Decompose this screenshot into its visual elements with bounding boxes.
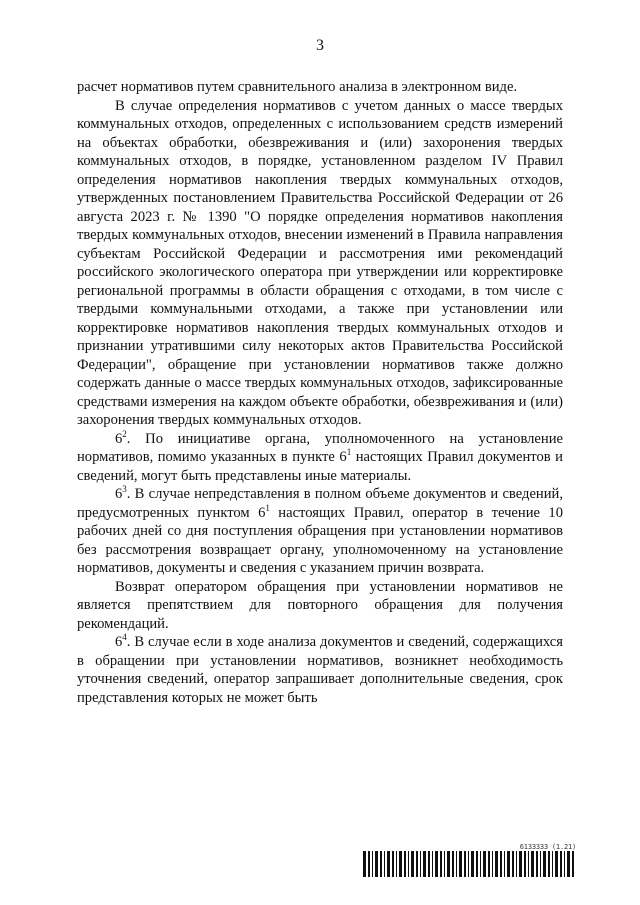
clause-superscript: 4 <box>122 632 127 643</box>
document-code: 6133333 (1.21) <box>519 843 576 851</box>
paragraph-6-3 <box>77 485 563 578</box>
paragraph-6-4 <box>77 633 563 707</box>
clause-number: 6 <box>115 430 123 447</box>
clause-text-after: настоящих Правил документов и сведений, могут быть представлены иные материалы. <box>77 449 563 484</box>
clause-text: . В случае непредставления в полном объеме документов и сведений, предусмотренных пунктом 6 <box>77 486 563 521</box>
clause-text: . По инициативе органа, уполномоченного на установление нормативов, помимо указанных в пункте 6 <box>77 430 563 465</box>
clause-superscript: 2 <box>122 428 127 439</box>
paragraph-mass-data: В случае определения нормативов с учетом данных о массе твердых коммунальных отходов, определенных с использованием средств измерений на объектах обработки, обезвреживания и (или) захоронения твердых коммунальных отходов, в порядке, установленном разделом IV Правил определения нормативов накопления твердых коммунальных отходов, утвержденных постановлением Правительства Российской Федерации от 26 августа 2023 г. № 1390 "О порядке определения нормативов накопления твердых коммунальных отходов, внесении изменений в Правила направления субъектам Российской Федерации и рассмотрения ими рекомендаций российского экологического оператора при утверждении или корректировке региональной программы в области обращения с отходами, в том числе с твердыми коммунальными отходами, а также при установлении или корректировке нормативов накопления твердых коммунальных отходов и признании утратившими силу некоторых актов Правительства Российской Федерации", обращение при установлении нормативов также должно содержать данные о массе твердых коммунальных отходов, зафиксированные средствами измерения на каждом объекте обработки, обезвреживания и (или) захоронения твердых коммунальных отходов. <box>77 97 563 428</box>
clause-text-after: настоящих Правил, оператор в течение 10 рабочих дней со дня поступления обращения при установлении нормативов без рассмотрения возвращает органу, уполномоченному на установление нормативов, документы и сведения с указанием причин возврата. <box>77 504 563 576</box>
clause-number: 6 <box>115 486 123 502</box>
clause-text: . В случае если в ходе анализа документов и сведений, содержащихся в обращении при установлении нормативов, возникнет необходимость уточнения сведений, оператор запрашивает дополнительные сведения, срок представления которых не может быть <box>77 634 563 706</box>
barcode <box>363 851 575 877</box>
clause-number: 6 <box>115 634 123 650</box>
paragraph-return-note: Возврат оператором обращения при установлении нормативов не является препятствием для повторного обращения для получения рекомендаций. <box>77 578 563 632</box>
reference-superscript: 1 <box>346 447 352 458</box>
reference-superscript: 1 <box>265 502 270 513</box>
paragraph-6-2 <box>77 430 563 486</box>
document-body <box>77 78 563 707</box>
page-number: 3 <box>316 37 324 54</box>
paragraph-continuation: расчет нормативов путем сравнительного анализа в электронном виде. <box>77 79 518 95</box>
clause-superscript: 3 <box>122 484 127 495</box>
